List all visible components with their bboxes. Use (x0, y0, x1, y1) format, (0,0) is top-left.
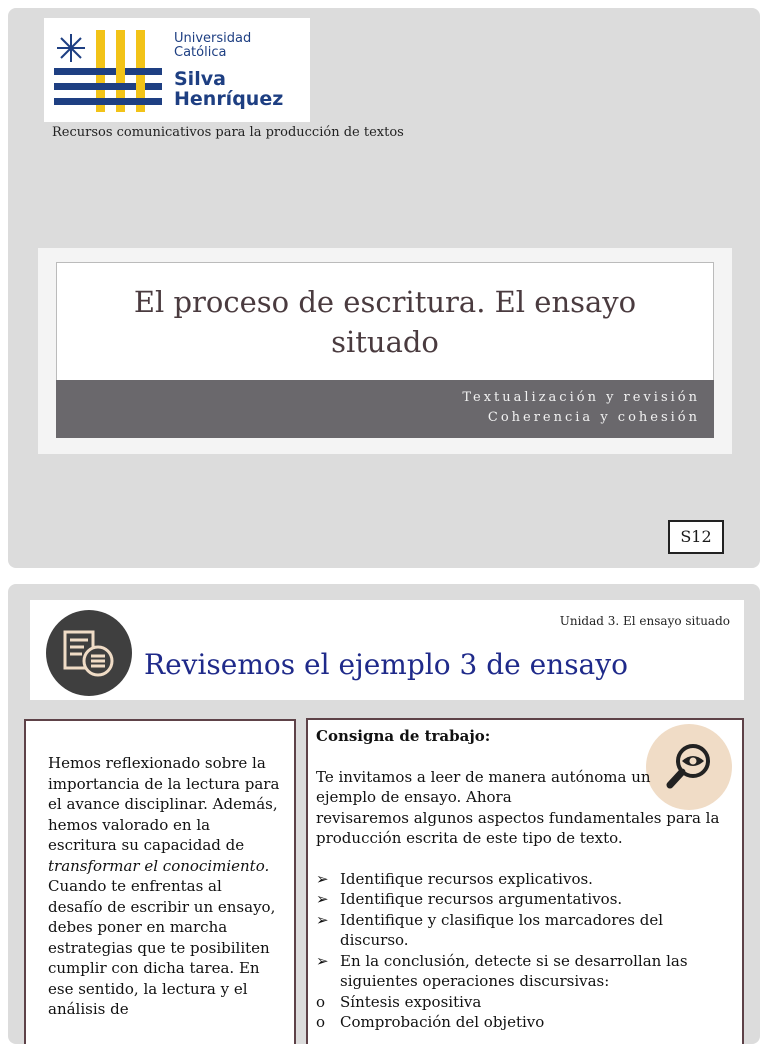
instructions-content (316, 726, 736, 1033)
subtitle-band (56, 380, 714, 438)
title-box (56, 262, 714, 382)
ucsh-crest-icon (52, 28, 164, 112)
sub-list-item (316, 1012, 736, 1033)
instructions-intro-part-2: revisaremos algunos aspectos fundamentales para la producción escrita de este tipo de texto. (316, 808, 720, 847)
instructions-intro (316, 767, 736, 849)
subtitle-line-2: Coherencia y cohesión (487, 410, 700, 425)
list-item-text: Identifique recursos explicativos. (340, 869, 593, 888)
list-item (316, 951, 736, 992)
logo-wordmark (174, 32, 283, 109)
content-slide (8, 584, 760, 1044)
context-text-emphasis: transformar el conocimiento. (48, 856, 270, 875)
instructions-intro-part-1: Te invitamos a leer de manera autónoma un ejemplo de ensayo. Ahora (316, 767, 651, 806)
subtitle-line-1: Textualización y revisión (462, 390, 700, 405)
list-item (316, 889, 736, 910)
title-frame (38, 248, 732, 454)
arrow-bullet-icon: ➢ (316, 869, 329, 888)
instructions-title: Consigna de trabajo: (316, 727, 491, 745)
logo-line-4: Henríquez (174, 88, 284, 110)
slide-header (30, 600, 744, 700)
list-item-text: Identifique recursos argumentativos. (340, 890, 623, 908)
context-text-part-2: Cuando te enfrentas al desafío de escribir un ensayo, debes poner en marcha estrategias que te posibiliten cumplir con dicha tarea. En ese sentido, la lectura y el análisis de (48, 877, 276, 1018)
sub-list-item-text: Comprobación del objetivo (340, 1013, 545, 1031)
university-logo (44, 18, 310, 122)
arrow-bullet-icon: ➢ (316, 890, 329, 908)
title-slide (8, 8, 760, 568)
document-list-icon (46, 610, 132, 696)
arrow-bullet-icon: ➢ (316, 951, 329, 970)
context-box (24, 719, 296, 1044)
slide-heading: Revisemos el ejemplo 3 de ensayo (144, 648, 628, 681)
logo-line-1: Universidad (174, 31, 252, 46)
session-badge: S12 (668, 520, 724, 554)
circle-bullet-icon: o (316, 992, 326, 1011)
slide-title: El proceso de escritura. El ensayo situado (133, 285, 637, 359)
context-text (48, 753, 280, 1020)
sub-list-item (316, 992, 736, 1013)
arrow-bullet-icon: ➢ (316, 910, 329, 929)
unit-label: Unidad 3. El ensayo situado (559, 614, 730, 628)
logo-line-2: Católica (174, 45, 227, 60)
context-text-part-1: Hemos reflexionado sobre la importancia de la lectura para el avance disciplinar. Además, hemos valorado en la escritura su capacidad de (48, 754, 280, 854)
course-name: Recursos comunicativos para la producción de textos (52, 125, 404, 140)
list-item (316, 869, 736, 890)
list-item-text: En la conclusión, detecte si se desarrollan las siguientes operaciones discursivas: (340, 951, 688, 990)
instructions-box (306, 718, 744, 1044)
list-item (316, 910, 736, 951)
logo-line-3: Silva (174, 68, 226, 90)
sub-list-item-text: Síntesis expositiva (340, 992, 482, 1011)
circle-bullet-icon: o (316, 1013, 326, 1031)
list-item-text: Identifique y clasifique los marcadores del discurso. (340, 910, 663, 949)
